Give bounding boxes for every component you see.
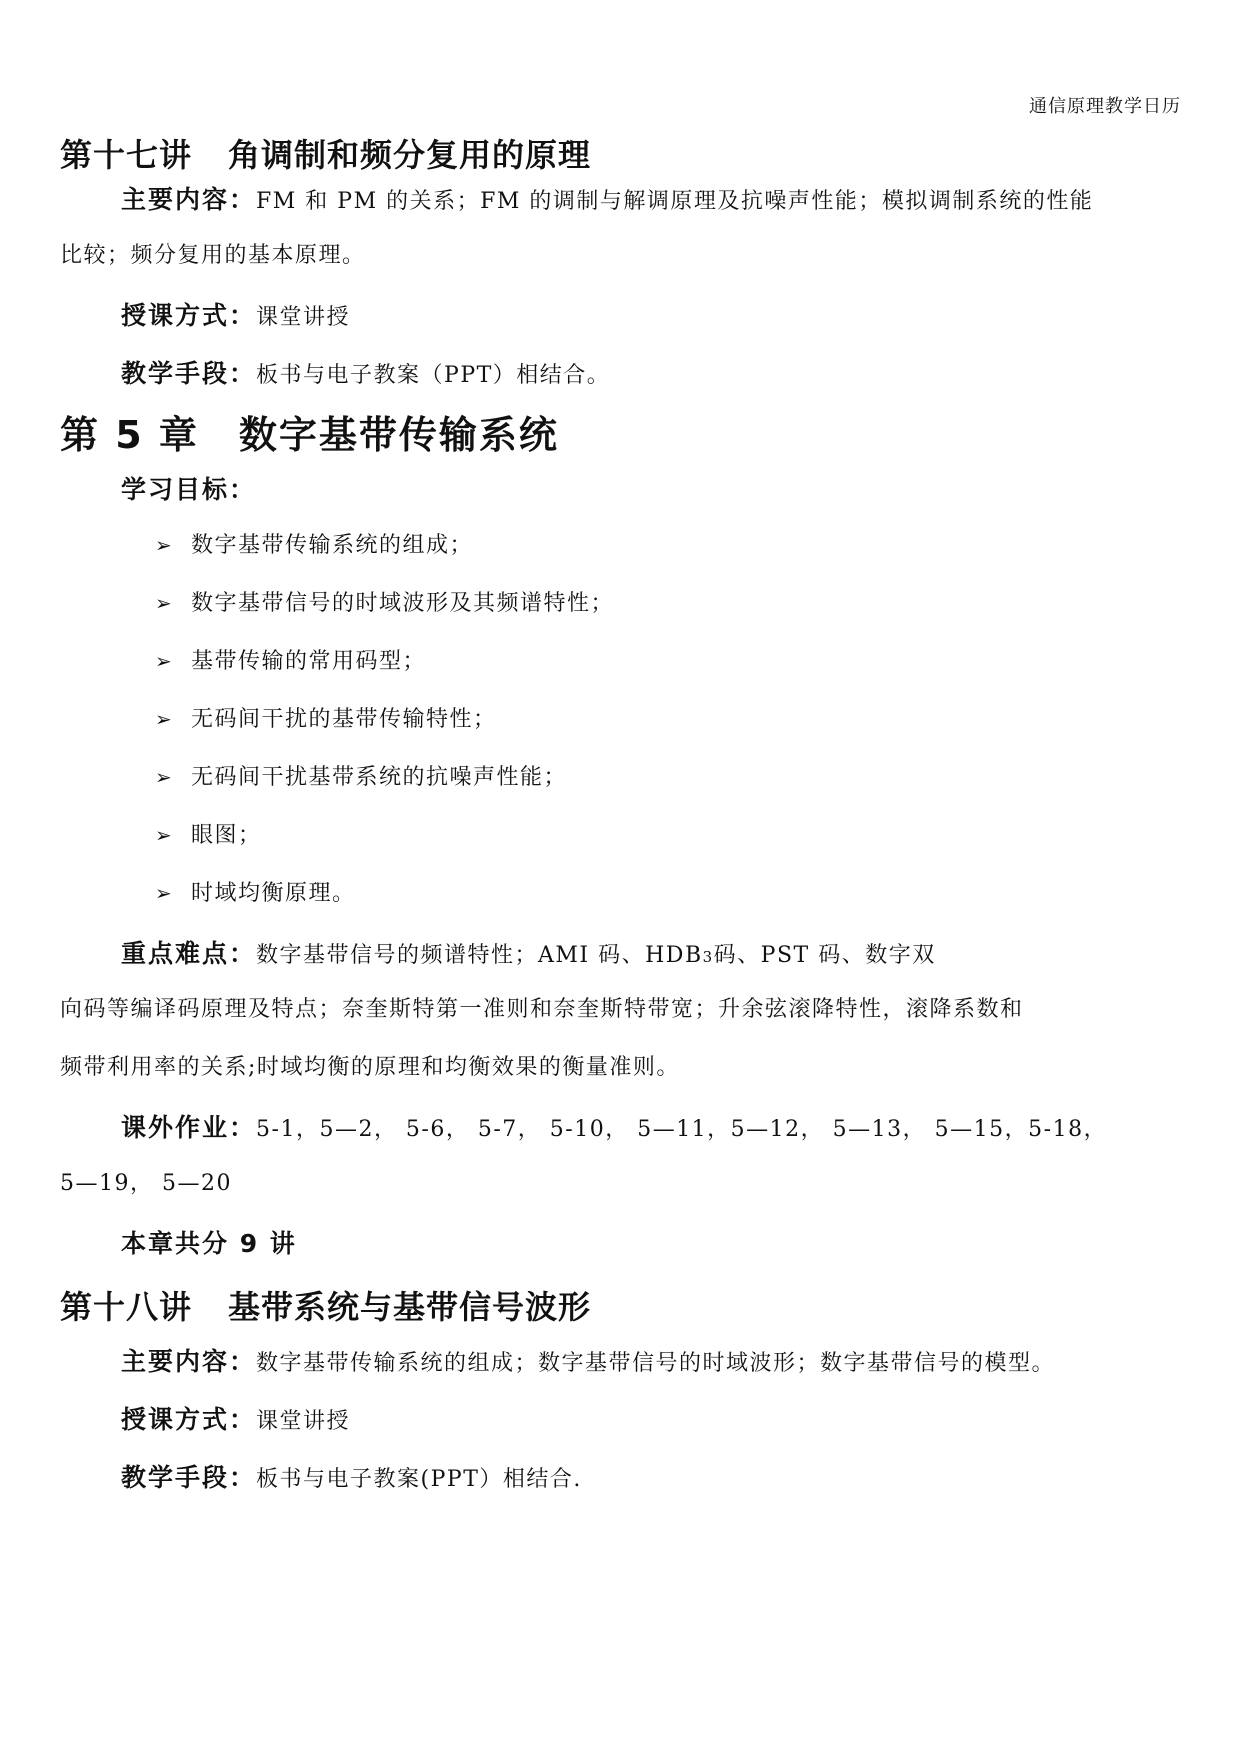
arrow-right-bullet-icon: ➢ (155, 765, 174, 789)
method-value: 课堂讲授 (256, 305, 351, 330)
lecture-17-number: 第十七讲 (60, 136, 193, 174)
arrow-right-bullet-icon: ➢ (155, 533, 174, 557)
means-label: 教学手段： (121, 359, 257, 388)
objective-text: 基带传输的常用码型； (191, 649, 427, 674)
arrow-right-bullet-icon: ➢ (155, 881, 174, 905)
content-label: 主要内容： (121, 1347, 257, 1376)
content-text-line1: FM 和 PM 的关系；FM 的调制与解调原理及抗噪声性能；模拟调制系统的性能 (256, 189, 1094, 214)
lecture-17-heading (60, 130, 591, 176)
lecture-count-text: 本章共分 9 讲 (121, 1229, 297, 1258)
lecture-17-content-line2: 比较；频分复用的基本原理。 (60, 243, 366, 268)
objectives-label: 学习目标： (121, 475, 257, 504)
keypoints-label: 重点难点： (121, 939, 257, 968)
arrow-right-bullet-icon: ➢ (155, 649, 174, 673)
objective-item (155, 644, 426, 675)
homework-label: 课外作业： (121, 1113, 257, 1142)
objective-text: 时域均衡原理。 (191, 881, 356, 906)
objective-text: 数字基带传输系统的组成； (191, 533, 474, 558)
lecture-17-title: 角调制和频分复用的原理 (228, 136, 592, 174)
lecture-18-means (121, 1458, 582, 1494)
homework-line1 (121, 1108, 1107, 1144)
means-label: 教学手段： (121, 1463, 257, 1492)
lecture-17-means (121, 354, 610, 390)
arrow-right-bullet-icon: ➢ (155, 823, 174, 847)
arrow-right-bullet-icon: ➢ (155, 707, 174, 731)
lecture-18-content (121, 1342, 1055, 1378)
method-label: 授课方式： (121, 1405, 257, 1434)
content-label: 主要内容： (121, 185, 257, 214)
objective-item (155, 876, 356, 907)
homework-text: 5-1，5—2， 5-6， 5-7， 5-10， 5—11，5—12， 5—13， 5—15，5-18， (256, 1117, 1108, 1142)
content-value: 数字基带传输系统的组成；数字基带信号的时域波形；数字基带信号的模型。 (256, 1351, 1056, 1376)
objective-text: 数字基带信号的时域波形及其频谱特性； (191, 591, 615, 616)
objective-item (155, 528, 473, 559)
objective-text: 无码间干扰的基带传输特性； (191, 707, 497, 732)
lecture-18-method (121, 1400, 350, 1436)
objective-item (155, 818, 262, 849)
objective-item (155, 586, 614, 617)
lecture-18-number: 第十八讲 (60, 1288, 193, 1326)
hdb-subscript: 3 (702, 948, 714, 966)
keypoints-text-a: 数字基带信号的频谱特性；AMI 码、HDB (256, 943, 703, 968)
objective-item (155, 760, 567, 791)
lecture-18-heading (60, 1282, 591, 1328)
keypoints-text-b: 码、PST 码、数字双 (713, 943, 936, 968)
lecture-17-content (121, 180, 1093, 216)
lecture-18-title: 基带系统与基带信号波形 (228, 1288, 592, 1326)
means-value: 板书与电子教案(PPT）相结合. (256, 1467, 582, 1492)
objective-text: 眼图； (191, 823, 262, 848)
objective-text: 无码间干扰基带系统的抗噪声性能； (191, 765, 568, 790)
running-header: 通信原理教学日历 (1029, 96, 1181, 117)
lecture-count (121, 1224, 297, 1260)
method-label: 授课方式： (121, 301, 257, 330)
objective-item (155, 702, 497, 733)
chapter-5-heading (60, 404, 559, 459)
keypoints-line1 (121, 934, 936, 970)
keypoints-line3: 频带利用率的关系;时域均衡的原理和均衡效果的衡量准则。 (60, 1055, 680, 1080)
means-value: 板书与电子教案（PPT）相结合。 (256, 363, 611, 388)
homework-line2: 5—19， 5—20 (60, 1171, 232, 1196)
lecture-17-method (121, 296, 350, 332)
objectives-heading (121, 470, 256, 506)
chapter-number: 第 5 章 (60, 413, 199, 457)
keypoints-line2: 向码等编译码原理及特点；奈奎斯特第一准则和奈奎斯特带宽；升余弦滚降特性，滚降系数和 (60, 997, 1024, 1022)
method-value: 课堂讲授 (256, 1409, 351, 1434)
chapter-title: 数字基带传输系统 (238, 413, 559, 457)
arrow-right-bullet-icon: ➢ (155, 591, 174, 615)
